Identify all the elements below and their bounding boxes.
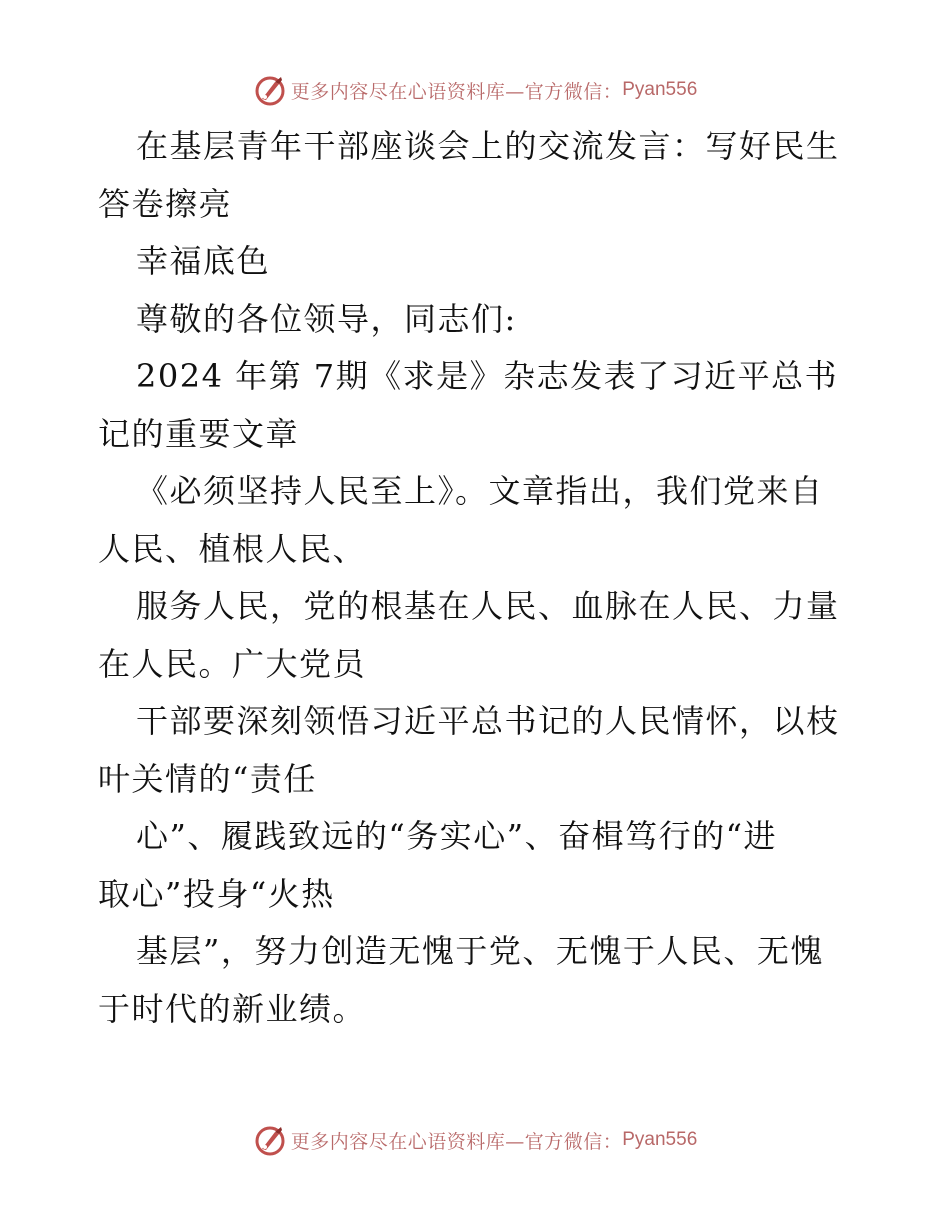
paragraph-line: 基层”，努力创造无愧于党、无愧于人民、无愧 (136, 932, 824, 970)
quill-pen-logo-icon (253, 1123, 287, 1157)
title-line-2: 答卷擦亮 (98, 184, 233, 223)
header-banner (0, 70, 950, 110)
banner-text: 更多内容尽在心语资料库—官方微信： (290, 1130, 623, 1153)
paragraph-line: 2024 年第 7期《求是》杂志发表了习近平总书 (136, 357, 839, 395)
paragraph-line: 叶关情的“责任 (98, 759, 317, 798)
banner-wechat-handle: Pyan556 (622, 1129, 698, 1150)
document-body (98, 118, 858, 1038)
paragraph-line: 《必须坚持人民至上》。文章指出，我们党来自 (136, 472, 824, 510)
paragraph-line: 服务人民，党的根基在人民、血脉在人民、力量 (136, 587, 840, 625)
title-line-1: 在基层青年干部座谈会上的交流发言：写好民生 (136, 127, 840, 165)
title-line-3: 幸福底色 (136, 242, 271, 280)
paragraph-line: 人民、植根人民、 (98, 529, 367, 568)
paragraph-line: 记的重要文章 (98, 414, 300, 453)
paragraph-line: 干部要深刻领悟习近平总书记的人民情怀，以枝 (136, 702, 840, 740)
salutation: 尊敬的各位领导，同志们: (136, 299, 517, 338)
banner-wechat-handle: Pyan556 (622, 79, 698, 100)
banner-text: 更多内容尽在心语资料库—官方微信： (290, 80, 623, 103)
quill-pen-logo-icon (253, 73, 287, 107)
paragraph-line: 心”、履践致远的“务实心”、奋楫笃行的“进 (136, 817, 777, 855)
paragraph-line: 于时代的新业绩。 (98, 989, 367, 1028)
paragraph-line: 取心”投身“火热 (98, 874, 335, 913)
paragraph-line: 在人民。广大党员 (98, 644, 367, 683)
footer-banner (0, 1120, 950, 1160)
